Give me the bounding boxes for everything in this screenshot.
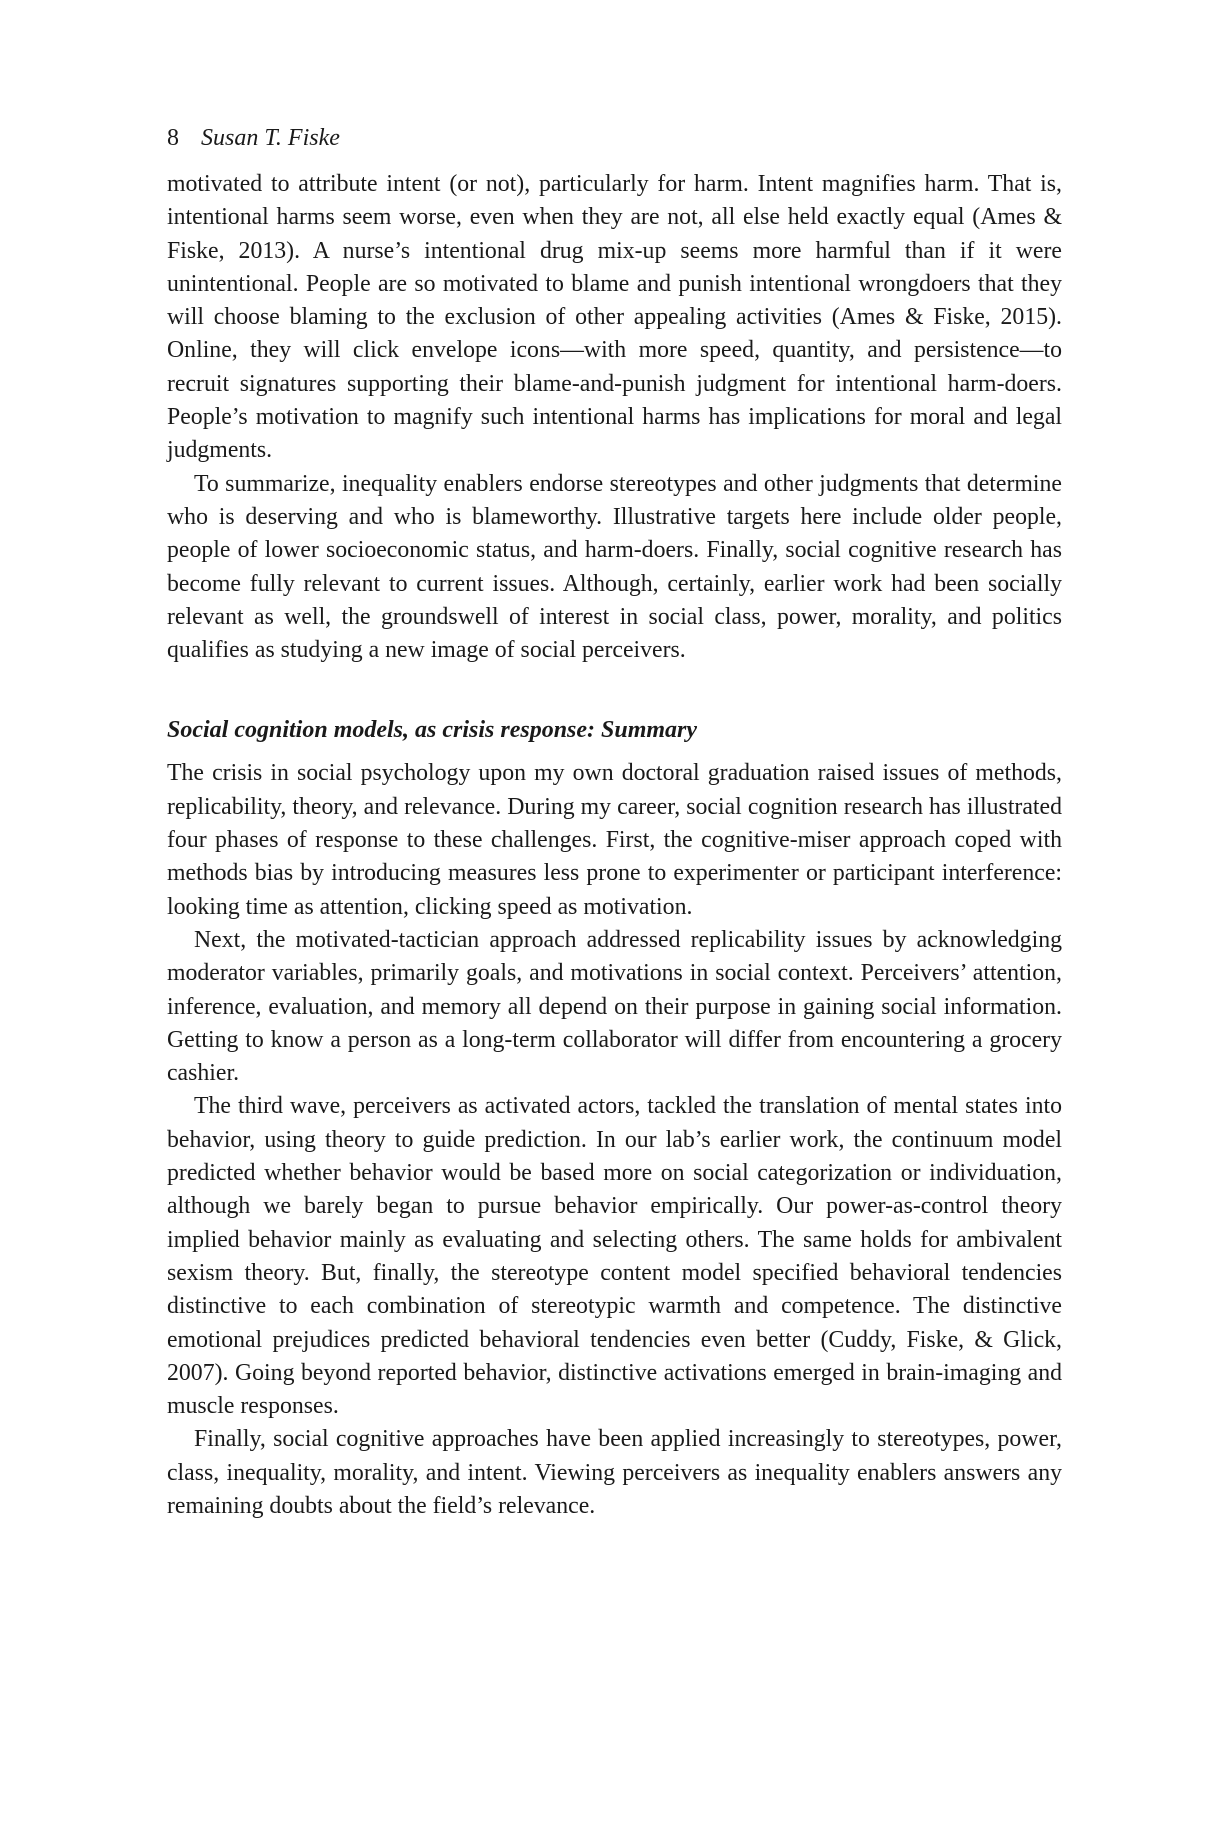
body-paragraph: The crisis in social psychology upon my own doctoral graduation raised issues of methods, replicability, theory, and relevance. During my career, social cognition research has illustrated four phases of response to these challenges. First, the cognitive-miser approach coped with methods bias by introducing measures less prone to experimenter or participant interference: looking time as attention, clicking speed as motivation. (167, 760, 1062, 920)
running-head-author: Susan T. Fiske (201, 125, 340, 151)
body-paragraph: Next, the motivated-tactician approach addressed replicability issues by acknowledging moderator variables, primarily goals, and motivations in social context. Perceivers’ attention, inference, evaluation, and memory all depend on their purpose in gaining social information. Getting to know a person as a long-term collaborator will differ from encountering a grocery cashier. (167, 926, 1062, 1087)
book-page (167, 118, 1062, 1523)
body-paragraph: To summarize, inequality enablers endorse stereotypes and other judgments that determine who is deserving and who is blameworthy. Illustrative targets here include older people, people of lower socioeconomic status, and harm-doers. Finally, social cognitive research has become fully relevant to current issues. Although, certainly, earlier work had been socially relevant as well, the groundswell of interest in social class, power, morality, and politics qualifies as studying a new image of social perceivers. (167, 470, 1062, 664)
page-number: 8 (167, 125, 179, 151)
body-paragraph: Finally, social cognitive approaches have been applied increasingly to stereotypes, power, class, inequality, morality, and intent. Viewing perceivers as inequality enablers answers any remaining doubts about the field’s relevance. (167, 1426, 1062, 1519)
section-heading: Social cognition models, as crisis response: Summary (167, 717, 698, 744)
body-paragraph: The third wave, perceivers as activated actors, tackled the translation of mental states into behavior, using theory to guide prediction. In our lab’s earlier work, the continuum model predicted whether behavior would be based more on social categorization or individuation, although we barely began to pursue behavior empirically. Our power-as-control theory implied behavior mainly as evaluating and selecting others. The same holds for ambivalent sexism theory. But, finally, the stereotype content model specified behavioral tendencies distinctive to each combination of stereotypic warmth and competence. The distinctive emotional prejudices predicted behavioral tendencies even better (Cuddy, Fiske, & Glick, 2007). Going beyond reported behavior, distinctive activations emerged in brain-imaging and muscle responses. (167, 1093, 1062, 1420)
running-head (167, 118, 1062, 158)
body-paragraph: motivated to attribute intent (or not), particularly for harm. Intent magnifies harm. That is, intentional harms seem worse, even when they are not, all else held exactly equal (Ames & Fiske, 2013). A nurse’s intentional drug mix-up seems more harmful than if it were unintentional. People are so motivated to blame and punish intentional wrongdoers that they will choose blaming to the exclusion of other appealing activities (Ames & Fiske, 2015). Online, they will click envelope icons—with more speed, quantity, and persistence—to recruit signatures supporting their blame-and-punish judgment for intentional harm-doers. People’s motivation to magnify such intentional harms has implications for moral and legal judgments. (167, 171, 1062, 464)
